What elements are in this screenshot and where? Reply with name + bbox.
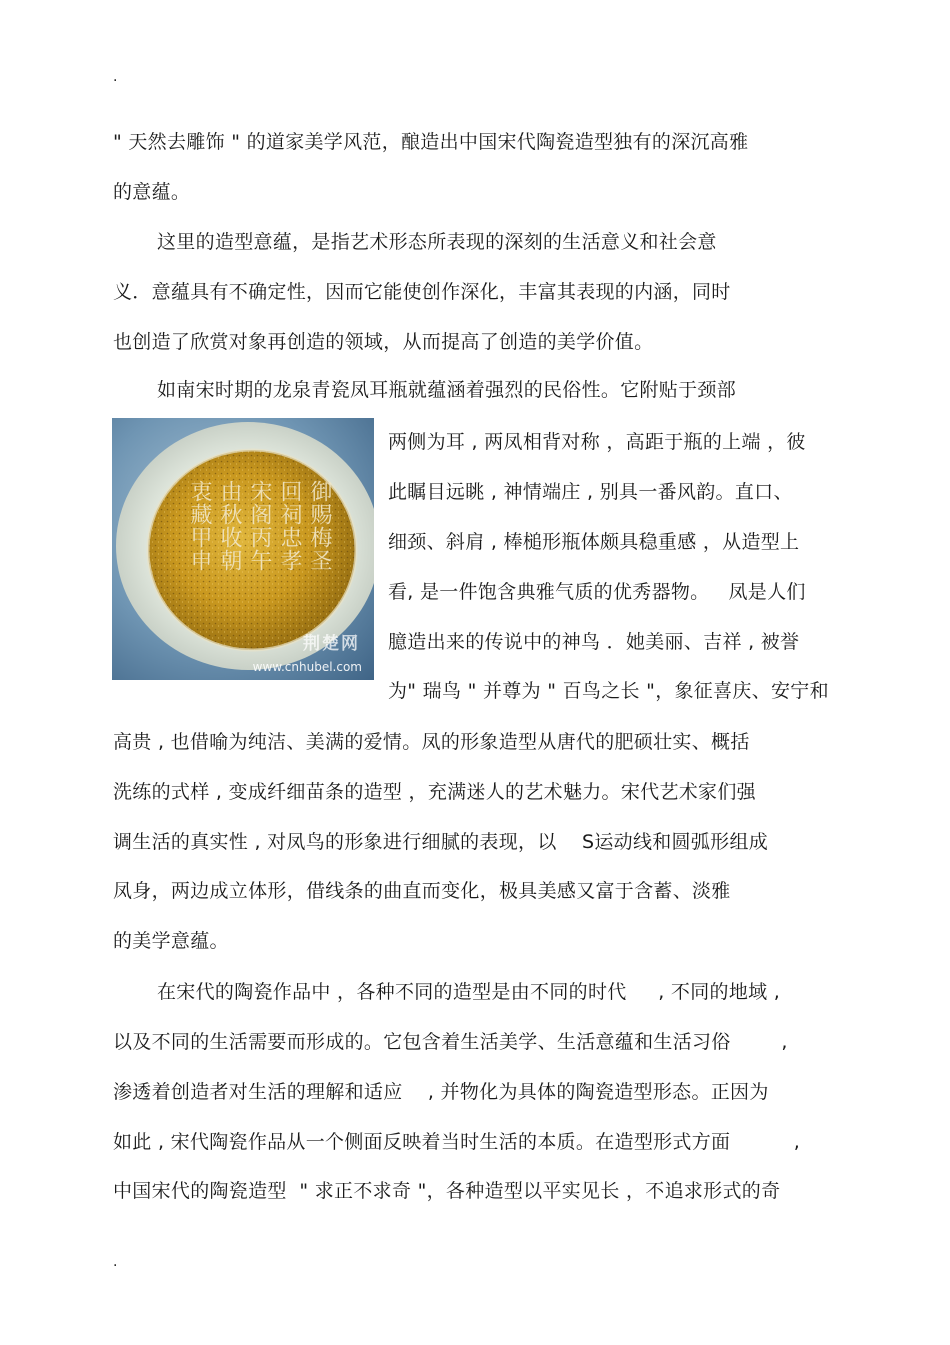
- image-caption: www.cnhubel.com: [252, 660, 362, 674]
- text-line: 两侧为耳 , 两凤相背对称 ，高距于瓶的上端 ，彼: [388, 431, 806, 453]
- text-line: 凤身，两边成立体形，借线条的曲直而变化，极具美感又富于含蓄、淡雅: [113, 880, 731, 902]
- text-line: 的美学意蕴。: [113, 930, 229, 952]
- text-line: 此瞩目远眺 , 神情端庄 , 别具一番风韵。直口、: [388, 481, 793, 503]
- celadon-plate-photo: [112, 418, 374, 680]
- inscription-column: 回祠忠孝: [277, 480, 302, 572]
- text-line: 看, 是一件饱含典雅气质的优秀器物。 凤是人们: [388, 581, 806, 603]
- text-line: 这里的造型意蕴，是指艺术形态所表现的深刻的生活意义和社会意: [157, 231, 717, 253]
- text-line: 洗练的式样 , 变成纤细苗条的造型 ，充满迷人的艺术魅力。宋代艺术家们强: [113, 781, 756, 803]
- page-marker-top: .: [113, 69, 118, 85]
- image-watermark: 荆楚网: [303, 634, 360, 654]
- text-line: 细颈、斜肩 , 棒槌形瓶体颇具稳重感 ，从造型上: [388, 531, 800, 553]
- text-line: 也创造了欣赏对象再创造的领域，从而提高了创造的美学价值。: [113, 331, 654, 353]
- text-line: 如此 , 宋代陶瓷作品从一个侧面反映着当时生活的本质。在造型形式方面 ,: [113, 1131, 801, 1153]
- inscription-column: 御赐梅圣: [307, 480, 332, 572]
- text-line: 臆造出来的传说中的神鸟 ．她美丽、吉祥 , 被誉: [388, 631, 800, 653]
- text-line: 以及不同的生活需要而形成的。它包含着生活美学、生活意蕴和生活习俗 ,: [113, 1031, 788, 1053]
- inscription-column: 由秋收朝: [217, 480, 242, 572]
- plate-inscription: [174, 480, 344, 620]
- inscription-column: 宋阁丙午: [247, 480, 272, 572]
- text-line: 调生活的真实性 , 对凤鸟的形象进行细腻的表现，以 S运动线和圆弧形组成: [113, 831, 769, 853]
- text-line: 如南宋时期的龙泉青瓷凤耳瓶就蕴涵着强烈的民俗性。它附贴于颈部: [157, 379, 737, 401]
- text-line: 的意蕴。: [113, 181, 191, 203]
- page-marker-bottom: .: [113, 1254, 118, 1270]
- text-line: " 天然去雕饰 " 的道家美学风范，酿造出中国宋代陶瓷造型独有的深沉高雅: [113, 131, 749, 153]
- text-line: 中国宋代的陶瓷造型 " 求正不求奇 "，各种造型以平实见长 ，不追求形式的奇: [113, 1180, 781, 1202]
- text-line: 高贵 , 也借喻为纯洁、美满的爱情。凤的形象造型从唐代的肥硕壮实、概括: [113, 731, 750, 753]
- text-line: 义．意蕴具有不确定性，因而它能使创作深化，丰富其表现的内涵，同时: [113, 281, 731, 303]
- text-line: 在宋代的陶瓷作品中 ，各种不同的造型是由不同的时代 , 不同的地域 ,: [157, 981, 781, 1003]
- text-line: 渗透着创造者对生活的理解和适应 , 并物化为具体的陶瓷造型形态。正因为: [113, 1081, 769, 1103]
- text-line: 为" 瑞鸟 " 并尊为 " 百鸟之长 "，象征喜庆、安宁和: [388, 680, 829, 702]
- inscription-column: 衷藏甲申: [187, 480, 212, 572]
